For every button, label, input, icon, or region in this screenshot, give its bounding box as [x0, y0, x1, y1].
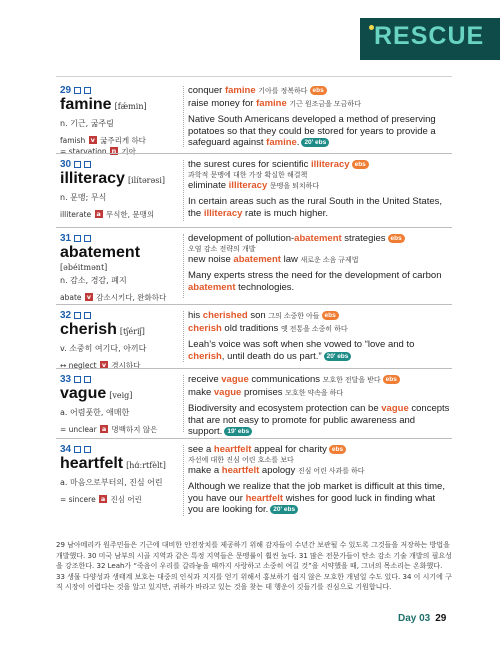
entry-number: 34 [60, 444, 72, 455]
checkbox[interactable] [84, 235, 91, 242]
vocab-entry-29 [56, 80, 452, 156]
definition: v. 소중히 여기다, 아끼다 [60, 344, 147, 353]
related-word: = unclear a 명백하지 않은 [60, 425, 158, 434]
ebs-year-badge: 19' ebs [224, 427, 252, 436]
phonetic: [tʃériʃ] [119, 327, 145, 336]
examples-column [188, 444, 452, 516]
example-sentence: Biodiversity and ecosystem protection can be vague concepts that are not easy to promote for public awareness and support. 19' ebs [188, 403, 450, 437]
phonetic: [veig] [109, 391, 133, 400]
column-divider [183, 86, 184, 147]
phrase: eliminate illiteracy 문맹을 퇴치하다 [188, 180, 320, 191]
headword-column [60, 85, 180, 157]
definition: n. 기근, 굶주림 [60, 119, 114, 128]
headword-column [60, 444, 180, 505]
headword: famine [fǽmin] [60, 96, 147, 113]
ebs-year-badge: 20' ebs [301, 138, 329, 147]
example-sentence: Although we realize that the job market is difficult at this time, you have our heartfelt wishes for good luck in finding what you are looking for. 20' ebs [188, 481, 445, 515]
pos-tag: a [96, 210, 101, 218]
phrase: the surest cures for scientific illiteracy ebs [188, 159, 452, 171]
definition: n. 감소, 경감, 폐지 [60, 276, 127, 285]
ebs-badge: ebs [352, 160, 369, 169]
entry-number: 29 [60, 85, 72, 96]
phrase-translation: 자선에 대한 진심 어린 호소를 보다 [188, 456, 294, 464]
phonetic: [fǽmin] [114, 102, 147, 111]
translation-notes: 29 남아메리카 원주민들은 기근에 대비한 안전장치를 제공하기 위해 감자들이 수년간 보관될 수 있도록 그것들을 저장하는 방법을 개발했다. 30 미국 남부의 시골 지역과 같은 특정 지역들은 문맹률이 훨씬 높다. 31 많은 전문가들이 탄소 감소 기술 개발의 필요성을 강조한다. 32 Leah가 “죽음이 우리를 갈라놓을 때까지 사랑하고 소중히 여길 것”을 서약했을 때, 그녀의 목소리는 온화했다. 33 생물 다양성과 생태계 보호는 대중의 인식과 지지를 얻기 위해서 홍보하기 쉽지 않은 모호한 개념일 수도 있다. 34 이 시기에 구직 시장이 어렵다는 것을 알고 있지만, 귀하가 바라고 있는 것을 찾는 데 행운이 깃들기를 진심으로 기원합니다. [56, 541, 452, 591]
column-divider [183, 160, 184, 221]
headword: vague [veig] [60, 385, 133, 402]
checkbox[interactable] [84, 312, 91, 319]
phrase: cherish old traditions 옛 전통을 소중히 하다 [188, 323, 348, 334]
column-divider [183, 445, 184, 516]
phrase: see a heartfelt appeal for charity ebs [188, 444, 452, 456]
definition: a. 마음으로부터의, 진심 어린 [60, 478, 163, 487]
phrase: receive vague communications 모호한 전달을 받다 ebs [188, 374, 452, 387]
phonetic: [hɑ́ːrtfèlt] [126, 461, 166, 470]
checkbox[interactable] [74, 235, 81, 242]
headword-column [60, 310, 180, 371]
related-word: = sincere a 진심 어린 [60, 495, 142, 504]
vocab-entry-30 [56, 153, 452, 227]
page-info [398, 613, 446, 624]
phrase-translation: 과학적 문맹에 대한 가장 확실한 해결책 [188, 171, 308, 179]
pos-tag: n [111, 147, 117, 155]
example-sentence: In certain areas such as the rural South in the United States, the illiteracy rate is much higher. [188, 196, 443, 219]
rescue-wordmark: RESCUE [374, 22, 485, 50]
phrase-translation: 오염 감소 전략의 개발 [188, 245, 256, 253]
pos-tag: a [100, 495, 106, 503]
examples-column [188, 310, 452, 362]
entry-number: 33 [60, 374, 72, 385]
phrase: new noise abatement law 새로운 소음 규제법 [188, 254, 359, 265]
ebs-badge: ebs [329, 445, 346, 454]
ebs-badge: ebs [310, 86, 327, 95]
examples-column [188, 233, 452, 293]
entry-number: 32 [60, 310, 72, 321]
headword-column [60, 374, 180, 435]
top-rule [56, 76, 452, 77]
checkbox[interactable] [84, 87, 91, 94]
related-word: famish v 굶주리게 하다 [60, 136, 146, 145]
vocab-entry-32 [56, 304, 452, 368]
definition: a. 어렴풋한, 애매한 [60, 408, 130, 417]
headword: illiteracy [ilítərəsi] [60, 170, 166, 187]
checkbox[interactable] [74, 161, 81, 168]
checkbox[interactable] [84, 446, 91, 453]
related-word: illiterate a 무식한, 문맹의 [60, 210, 155, 219]
examples-column [188, 159, 452, 219]
column-divider [183, 234, 184, 298]
pos-tag: a [101, 425, 107, 433]
examples-column [188, 85, 452, 149]
column-divider [183, 311, 184, 362]
checkbox[interactable] [74, 87, 81, 94]
checkbox[interactable] [74, 312, 81, 319]
vocab-entry-33 [56, 368, 452, 438]
phonetic: [əbéitmənt] [60, 263, 108, 272]
phrase: development of pollution-abatement strategies ebs [188, 233, 452, 245]
headword-column [60, 233, 180, 303]
phrase: make vague promises 모호한 약속을 하다 [188, 387, 344, 398]
entry-number: 30 [60, 159, 72, 170]
ebs-year-badge: 20' ebs [324, 352, 352, 361]
examples-column [188, 374, 452, 438]
rescue-banner [360, 18, 500, 60]
ebs-badge: ebs [383, 375, 400, 384]
example-sentence: Native South Americans developed a method of preserving potatoes so that they could be stored for years to provide a safeguard against famine. 20' ebs [188, 114, 436, 148]
phonetic: [ilítərəsi] [127, 176, 166, 185]
example-sentence: Leah’s voice was soft when she vowed to “love and to cherish, until death do us part.” 20' ebs [188, 339, 415, 362]
entry-number: 31 [60, 233, 72, 244]
page-number: 29 [435, 613, 447, 624]
headword: heartfelt [hɑ́ːrtfèlt] [60, 455, 166, 472]
checkbox[interactable] [84, 161, 91, 168]
example-sentence: Many experts stress the need for the development of carbon abatement technologies. [188, 270, 442, 293]
headword-column [60, 159, 180, 220]
column-divider [183, 375, 184, 432]
ebs-year-badge: 20' ebs [270, 505, 298, 514]
phrase: conquer famine 기아를 정복하다 ebs [188, 85, 452, 98]
ebs-badge: ebs [388, 234, 405, 243]
headword: cherish [tʃériʃ] [60, 321, 145, 338]
checkbox[interactable] [74, 446, 81, 453]
pos-tag: v [101, 361, 107, 369]
vocab-entry-34 [56, 438, 452, 522]
related-word: = starvation n 기아 [60, 147, 136, 156]
checkbox[interactable] [84, 376, 91, 383]
pos-tag: v [90, 136, 95, 144]
pos-tag: v [86, 293, 92, 301]
day-label: Day 03 [398, 613, 431, 624]
related-word: abate v 감소시키다, 완화하다 [60, 293, 167, 302]
phrase: make a heartfelt apology 진심 어린 사과를 하다 [188, 465, 365, 476]
related-word: ↔ neglect v 경시하다 [60, 361, 141, 370]
phrase: raise money for famine 기근 원조금을 모금하다 [188, 98, 361, 109]
phrase: his cherished son 그의 소중한 아들 ebs [188, 310, 452, 323]
checkbox[interactable] [74, 376, 81, 383]
definition: n. 문맹; 무식 [60, 193, 107, 202]
ebs-badge: ebs [322, 311, 339, 320]
vocab-entry-31 [56, 227, 452, 304]
headword: abatement [60, 244, 141, 261]
